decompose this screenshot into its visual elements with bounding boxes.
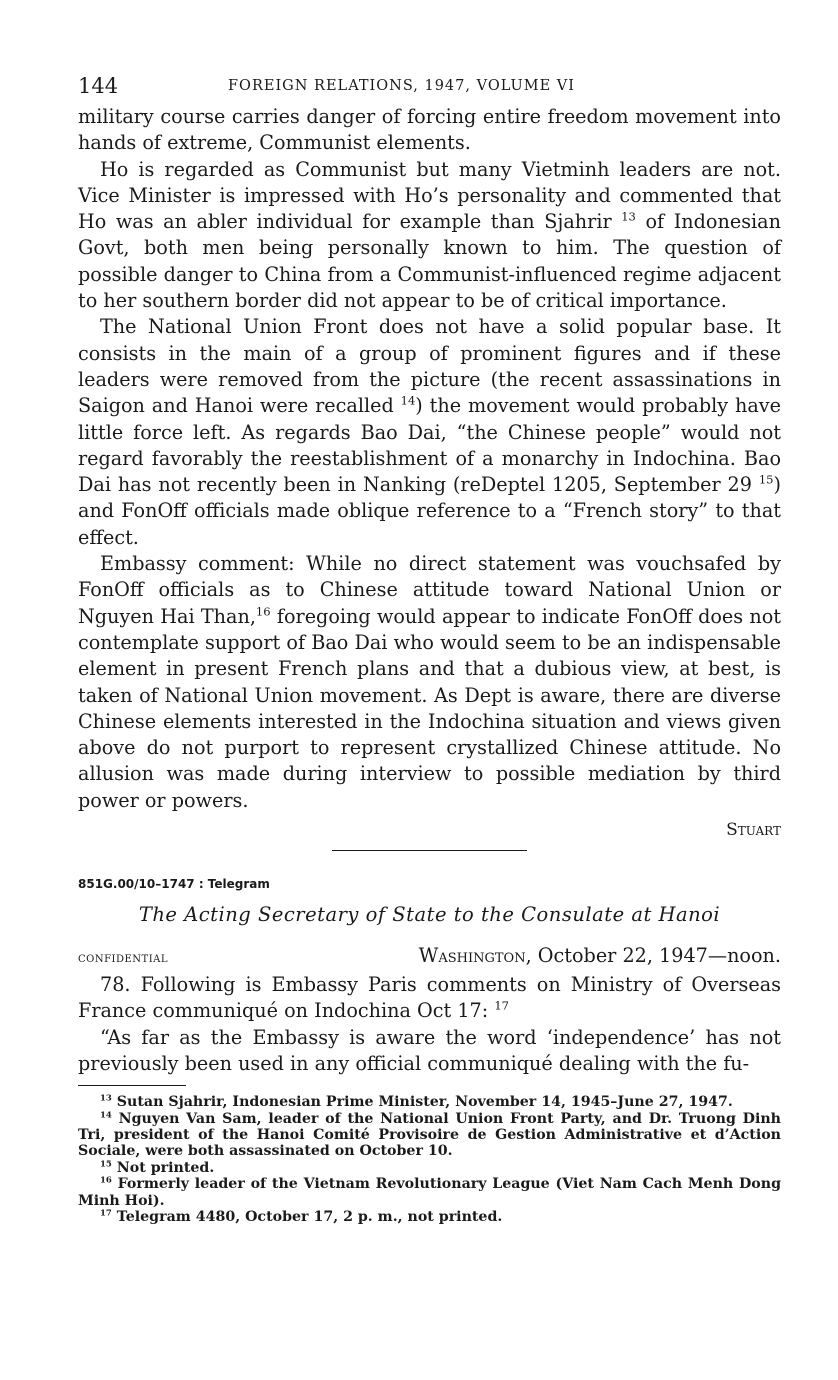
paragraph-1-text: military course carries danger of forcing entire freedom movement into hands of extreme, Communist elements. [78, 105, 781, 155]
footnote-14 [78, 1111, 781, 1160]
signature: Stuart [726, 820, 781, 841]
running-head: FOREIGN RELATIONS, 1947, VOLUME VI [228, 78, 575, 94]
footnote-13-text: Sutan Sjahrir, Indonesian Prime Minister, November 14, 1945–June 27, 1947. [116, 1094, 733, 1111]
footnote-16 [78, 1176, 781, 1209]
dateline [419, 944, 781, 967]
paragraph-3 [78, 314, 781, 551]
classification: confidential [78, 950, 169, 967]
footnote-17 [78, 1209, 781, 1225]
telegram-body [78, 972, 781, 1077]
document-page [78, 74, 781, 1225]
paragraph-4-text-b: foregoing would appear to indicate FonOff does not contemplate support of Bao Dai who would seem to be an indispensable element in present French plans and that a dubious view, at best, is taken of National Union movement. As Dept is aware, there are diverse Chinese elements interested in the Indochina situation and views given above do not purport to represent crystallized Chinese attitude. No allusion was made during interview to possible mediation by third power or powers. [78, 604, 782, 812]
dateline-date: , October 22, 1947—noon. [525, 944, 781, 968]
dateline-place: Washington [418, 944, 526, 968]
footnote-ref-14: 14 [400, 393, 416, 408]
paragraph-2 [78, 157, 781, 315]
paragraph-2-text-a: Ho is regarded as Communist but many Vietminh leaders are not. Vice Minister is impressed with Ho’s personality and commented that Ho was an abler individual for example than Sjahrir [78, 157, 781, 234]
footnote-16-text: Formerly leader of the Vietnam Revolutionary League (Viet Nam Cach Menh Dong Minh Hoi). [78, 1176, 781, 1209]
footnote-17-text: Telegram 4480, October 17, 2 p. m., not printed. [116, 1209, 503, 1226]
paragraph-4 [78, 551, 781, 814]
footnote-ref-16: 16 [255, 604, 271, 619]
document-title: The Acting Secretary of State to the Consulate at Hanoi [138, 903, 721, 927]
footnote-14-number: 14 [100, 1109, 112, 1120]
footnote-13-number: 13 [100, 1093, 112, 1104]
paragraph-3-text-a: The National Union Front does not have a solid popular base. It consists in the main of a group of prominent figures and if these leaders were removed from the picture (the recent assassinations in Saigon and Hanoi were recalled [78, 315, 781, 418]
footnote-16-number: 16 [100, 1175, 112, 1186]
page-number: 144 [78, 74, 119, 98]
footnote-ref-15: 15 [758, 472, 774, 487]
telegram-paragraph-1 [78, 972, 781, 1025]
paragraph-2-text-b: of Indonesian Govt, both men being personally known to him. The question of possible danger to China from a Communist-influenced regime adjacent to her southern border did not appear to be of critical importance. [78, 210, 781, 313]
file-reference: 851G.00/10–1747 : Telegram [78, 877, 270, 892]
footnote-14-text: Nguyen Van Sam, leader of the National Union Front Party, and Dr. Truong Dinh Tri, president of the Hanoi Comité Provisoire de Gestion Administrative et d’Action Sociale, were both assassinated on October 10. [78, 1110, 781, 1160]
footnote-13 [78, 1094, 781, 1110]
paragraph-4-text-a: Embassy comment: While no direct statement was vouchsafed by FonOff officials as to Chinese attitude toward National Union or Nguyen Hai Than, [78, 552, 781, 628]
footnote-15 [78, 1160, 781, 1176]
telegram-quote-text: “As far as the Embassy is aware the word ‘independence’ has not previously been used in any official communiqué dealing with the fu- [78, 1025, 781, 1075]
footnote-ref-13: 13 [621, 209, 636, 224]
footnote-15-text: Not printed. [116, 1159, 215, 1176]
page-header [78, 74, 781, 104]
footnote-divider [78, 1085, 186, 1086]
footnote-17-number: 17 [100, 1208, 112, 1219]
paragraph-3-text-c: ) and FonOff officials made oblique reference to a “French story” to that effect. [78, 473, 781, 549]
paragraph-3-text-b: ) the movement would probably have little force left. As regards Bao Dai, “the Chinese people” would not regard favorably the reestablishment of a monarchy in Indochina. Bao Dai has not recently been in Nanking (reDeptel 1205, September 29 [78, 394, 781, 497]
footnote-ref-17: 17 [494, 998, 509, 1013]
classification-line [78, 944, 781, 972]
section-divider [332, 850, 527, 851]
telegram-paragraph-1-text: 78. Following is Embassy Paris comments on Ministry of Overseas France communiqué on Indochina Oct 17: [78, 973, 781, 1023]
paragraph-1 [78, 104, 781, 157]
telegram-quote [78, 1025, 781, 1078]
body-text [78, 104, 781, 814]
footnote-15-number: 15 [100, 1159, 112, 1170]
footnotes [78, 1094, 781, 1225]
